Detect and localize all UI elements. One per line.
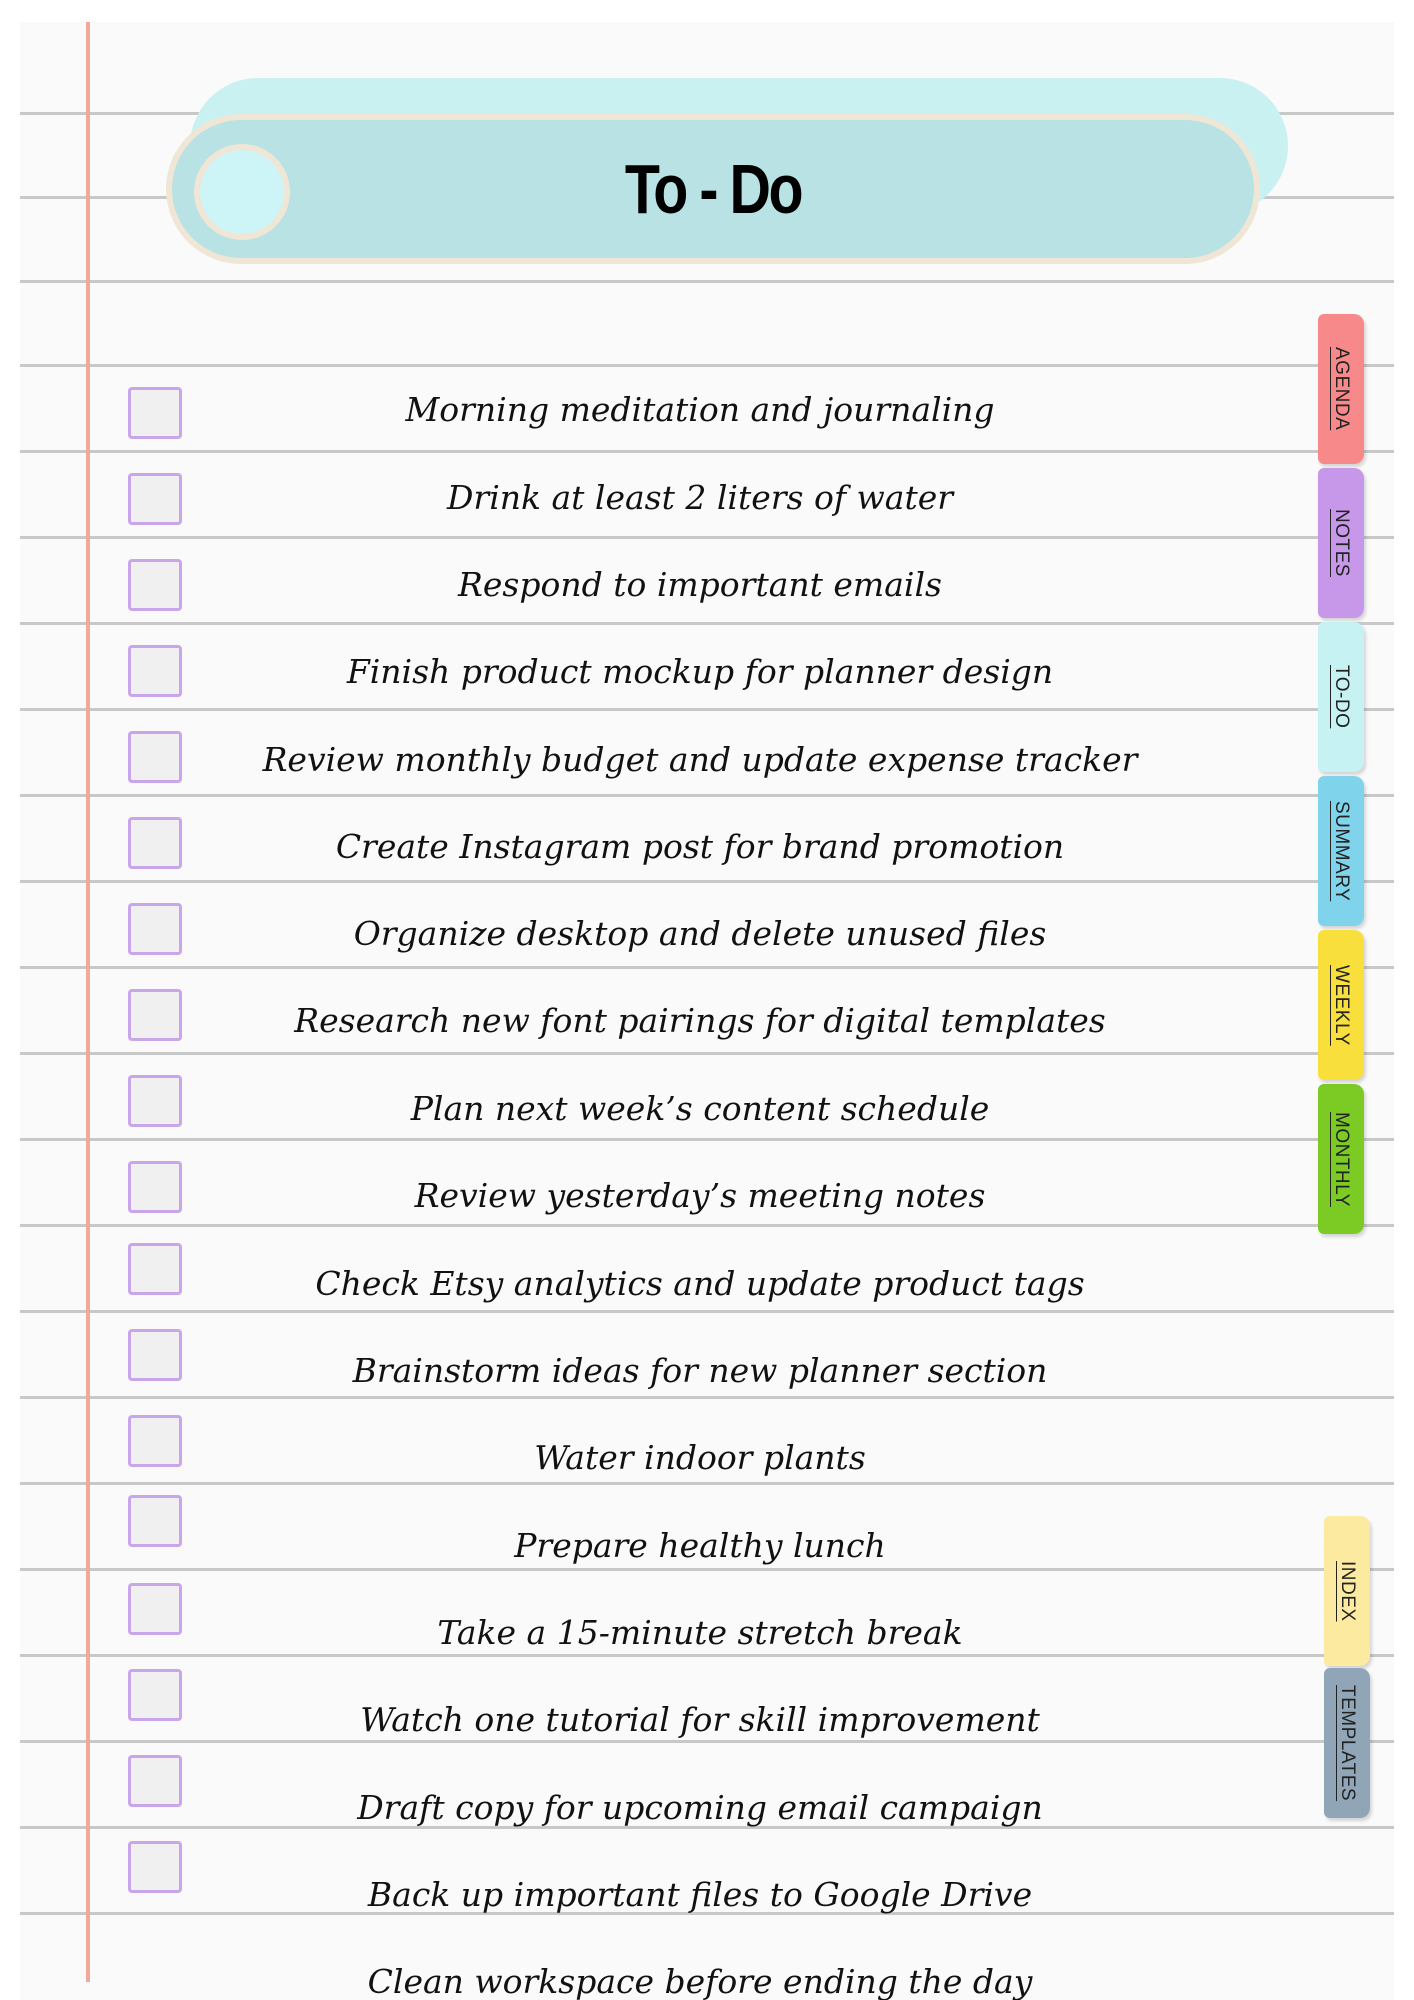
task-checkbox-3[interactable]	[128, 559, 182, 611]
task-checkbox-9[interactable]	[128, 1075, 182, 1127]
task-checkbox-15[interactable]	[128, 1583, 182, 1635]
task-label-5: Review monthly budget and update expense tracker	[262, 740, 1138, 779]
tab-to-do[interactable]	[1318, 622, 1364, 772]
tab-summary[interactable]	[1318, 776, 1364, 926]
ruled-line	[20, 708, 1394, 711]
tab-weekly-label: WEEKLY	[1331, 964, 1352, 1046]
ruled-line	[20, 536, 1394, 539]
tab-templates-label: TEMPLATES	[1337, 1684, 1358, 1802]
task-label-10: Review yesterday’s meeting notes	[414, 1176, 986, 1215]
task-label-2: Drink at least 2 liters of water	[446, 478, 954, 517]
task-label-7: Organize desktop and delete unused files	[353, 914, 1047, 953]
task-checkbox-17[interactable]	[128, 1755, 182, 1807]
ruled-line	[20, 450, 1394, 453]
ruled-line	[20, 1052, 1394, 1055]
task-label-13: Water indoor plants	[534, 1438, 866, 1477]
tab-monthly-label: MONTHLY	[1331, 1111, 1352, 1207]
task-label-8: Research new font pairings for digital templates	[294, 1001, 1106, 1040]
task-label-19: Clean workspace before ending the day	[367, 1962, 1033, 2000]
task-checkbox-8[interactable]	[128, 989, 182, 1041]
ruled-line	[20, 364, 1394, 367]
tab-index-label: INDEX	[1337, 1560, 1358, 1622]
task-label-17: Draft copy for upcoming email campaign	[357, 1788, 1043, 1827]
tab-index[interactable]	[1324, 1516, 1370, 1666]
task-checkbox-13[interactable]	[128, 1415, 182, 1467]
task-label-11: Check Etsy analytics and update product tags	[315, 1264, 1085, 1303]
task-checkbox-5[interactable]	[128, 731, 182, 783]
tab-notes[interactable]	[1318, 468, 1364, 618]
tab-summary-label: SUMMARY	[1331, 800, 1352, 902]
tab-to-do-label: TO-DO	[1331, 665, 1352, 729]
task-label-3: Respond to important emails	[458, 565, 942, 604]
task-label-16: Watch one tutorial for skill improvement	[360, 1700, 1040, 1739]
task-checkbox-18[interactable]	[128, 1841, 182, 1893]
task-label-9: Plan next week’s content schedule	[410, 1089, 990, 1128]
task-label-12: Brainstorm ideas for new planner section	[352, 1351, 1048, 1390]
planner-page	[20, 22, 1394, 2000]
ruled-line	[20, 622, 1394, 625]
ruled-line	[20, 966, 1394, 969]
task-checkbox-4[interactable]	[128, 645, 182, 697]
tab-monthly[interactable]	[1318, 1084, 1364, 1234]
ruled-line	[20, 794, 1394, 797]
task-label-14: Prepare healthy lunch	[514, 1526, 886, 1565]
task-checkbox-2[interactable]	[128, 473, 182, 525]
ruled-line	[20, 280, 1394, 283]
tab-agenda-label: AGENDA	[1331, 347, 1352, 431]
ruled-line	[20, 880, 1394, 883]
task-label-15: Take a 15-minute stretch break	[437, 1613, 963, 1652]
tab-templates[interactable]	[1324, 1668, 1370, 1818]
task-checkbox-12[interactable]	[128, 1329, 182, 1381]
task-checkbox-16[interactable]	[128, 1669, 182, 1721]
task-checkbox-1[interactable]	[128, 387, 182, 439]
tab-weekly[interactable]	[1318, 930, 1364, 1080]
task-checkbox-10[interactable]	[128, 1161, 182, 1213]
tab-agenda[interactable]	[1318, 314, 1364, 464]
task-checkbox-7[interactable]	[128, 903, 182, 955]
task-checkbox-14[interactable]	[128, 1495, 182, 1547]
tab-notes-label: NOTES	[1331, 509, 1352, 577]
task-label-18: Back up important files to Google Drive	[367, 1875, 1033, 1914]
task-label-1: Morning meditation and journaling	[405, 390, 995, 429]
task-checkbox-6[interactable]	[128, 817, 182, 869]
margin-line	[86, 22, 90, 1982]
task-label-4: Finish product mockup for planner design	[346, 652, 1054, 691]
task-checkbox-11[interactable]	[128, 1243, 182, 1295]
page-title: To - Do	[624, 150, 802, 228]
task-label-6: Create Instagram post for brand promotion	[335, 827, 1065, 866]
